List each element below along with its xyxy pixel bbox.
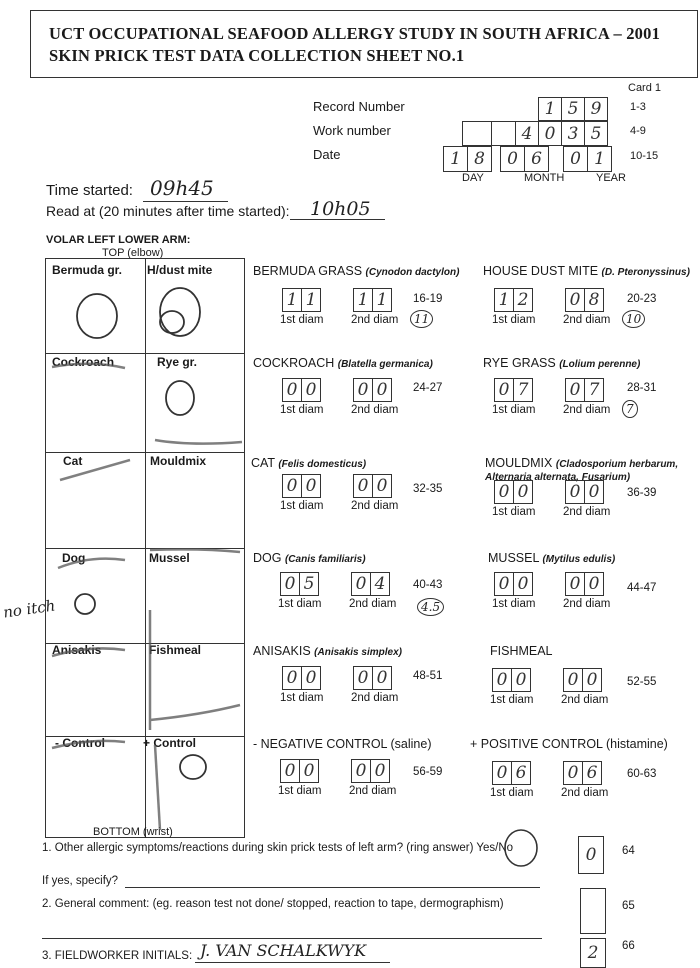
diam1-digit-1[interactable]: 0 [280, 572, 300, 596]
allergen-latin: (Felis domesticus) [278, 459, 367, 470]
field-code: 48-51 [413, 670, 443, 682]
month-label: MONTH [524, 172, 565, 184]
work-digit-5[interactable]: 3 [561, 121, 585, 146]
second-diam-label: 2nd diam [349, 598, 397, 610]
allergen-latin: Alternaria alternata, Fusarium) [485, 472, 631, 483]
field-code: 36-39 [627, 487, 657, 499]
second-diam-label: 2nd diam [351, 692, 399, 704]
allergen-name: FISHMEAL [490, 644, 553, 658]
cell-cockroach: Cockroach [52, 355, 115, 369]
diam2-digit-1[interactable]: 0 [353, 666, 373, 690]
second-diam-label: 2nd diam [563, 506, 611, 518]
allergen-name: - NEGATIVE CONTROL (saline) [253, 737, 432, 751]
first-diam-label: 1st diam [280, 692, 324, 704]
date-digit-2[interactable]: 8 [467, 146, 492, 172]
diam1-digit-2[interactable]: 0 [301, 378, 321, 402]
read-at-value[interactable]: 10h05 [310, 198, 371, 220]
first-diam-label: 1st diam [492, 314, 536, 326]
field-code: 24-27 [413, 382, 443, 394]
work-digit-4[interactable]: 0 [538, 121, 562, 146]
diam2-digit-1[interactable]: 0 [563, 761, 583, 785]
first-diam-label: 1st diam [492, 506, 536, 518]
diam1-digit-2[interactable]: 5 [299, 572, 319, 596]
diam2-digit-2[interactable]: 1 [372, 288, 392, 312]
q3-code: 66 [622, 940, 635, 952]
allergen-name: COCKROACH [253, 356, 335, 370]
work-digit-3[interactable]: 4 [515, 121, 539, 146]
diam1-digit-2[interactable]: 6 [511, 761, 531, 785]
diam1-digit-2[interactable]: 0 [301, 474, 321, 498]
diam2-digit-1[interactable]: 0 [565, 480, 585, 504]
diam2-digit-1[interactable]: 0 [351, 759, 371, 783]
question-1: 1. Other allergic symptoms/reactions during skin prick tests of left arm? (ring answer) Yes/No [42, 842, 514, 854]
year-label: YEAR [596, 172, 626, 184]
field-code: 20-23 [627, 293, 657, 305]
time-started-value[interactable]: 09h45 [150, 176, 214, 200]
handwritten-note: 10 [622, 310, 645, 328]
allergen-latin: (Mytilus edulis) [542, 554, 616, 565]
cell-rye-grass: Rye gr. [157, 355, 198, 369]
allergen-latin: (Anisakis simplex) [314, 647, 402, 658]
card-label: Card 1 [628, 82, 662, 94]
arm-title: VOLAR LEFT LOWER ARM: [46, 234, 191, 246]
diam2-digit-2[interactable]: 8 [584, 288, 604, 312]
second-diam-label: 2nd diam [563, 314, 611, 326]
diam2-digit-2[interactable]: 6 [582, 761, 602, 785]
form-subtitle: SKIN PRICK TEST DATA COLLECTION SHEET NO.1 [49, 46, 465, 65]
diam1-digit-1[interactable]: 0 [494, 572, 514, 596]
diam1-digit-1[interactable]: 0 [492, 761, 512, 785]
diam2-digit-2[interactable]: 0 [370, 759, 390, 783]
first-diam-label: 1st diam [280, 314, 324, 326]
date-digit-6[interactable]: 1 [587, 146, 612, 172]
diam2-digit-1[interactable]: 0 [565, 378, 585, 402]
allergen-name: + POSITIVE CONTROL (histamine) [470, 737, 668, 751]
diam2-digit-1[interactable]: 0 [565, 288, 585, 312]
diam2-digit-1[interactable]: 0 [563, 668, 583, 692]
first-diam-label: 1st diam [490, 694, 534, 706]
time-started-label: Time started: [46, 182, 133, 199]
diam1-digit-2[interactable]: 1 [301, 288, 321, 312]
first-diam-label: 1st diam [278, 785, 322, 797]
arm-bottom-label: BOTTOM (wrist) [93, 826, 173, 838]
second-diam-label: 2nd diam [351, 500, 399, 512]
diam2-digit-2[interactable]: 4 [370, 572, 390, 596]
diam1-digit-1[interactable]: 0 [492, 668, 512, 692]
field-code: 52-55 [627, 676, 657, 688]
second-diam-label: 2nd diam [563, 598, 611, 610]
record-digit-3[interactable]: 9 [584, 97, 608, 121]
record-code: 1-3 [630, 101, 646, 113]
no-itch-note: no itch [2, 596, 57, 622]
first-diam-label: 1st diam [280, 404, 324, 416]
cell-mussel: Mussel [149, 551, 190, 565]
diam1-digit-1[interactable]: 1 [494, 288, 514, 312]
diam1-digit-2[interactable]: 7 [513, 378, 533, 402]
q3-answer-box[interactable]: 2 [580, 938, 606, 968]
diam1-digit-1[interactable]: 0 [282, 378, 302, 402]
allergen-name: MUSSEL [488, 551, 539, 565]
q1-answer-box[interactable]: 0 [578, 836, 604, 874]
work-number-label: Work number [313, 123, 391, 138]
form-title: UCT OCCUPATIONAL SEAFOOD ALLERGY STUDY IN SOUTH AFRICA – 2001 [49, 24, 661, 43]
q2-comment-line[interactable] [42, 938, 542, 939]
handwritten-note: 7 [622, 400, 638, 418]
allergen-latin: (Cynodon dactylon) [365, 267, 460, 278]
diam2-digit-1[interactable]: 0 [351, 572, 371, 596]
work-code: 4-9 [630, 125, 646, 137]
allergen-latin: (Lolium perenne) [559, 359, 641, 370]
diam1-digit-2[interactable]: 2 [513, 288, 533, 312]
q1-specify-line[interactable] [125, 887, 540, 888]
fieldworker-initials[interactable]: J. VAN SCHALKWYK [200, 941, 367, 960]
second-diam-label: 2nd diam [563, 404, 611, 416]
diam1-digit-2[interactable]: 0 [513, 572, 533, 596]
allergen-name: CAT [251, 456, 275, 470]
work-digit-6[interactable]: 5 [584, 121, 608, 146]
diam1-digit-1[interactable]: 0 [282, 474, 302, 498]
cell-mouldmix: Mouldmix [150, 454, 206, 468]
second-diam-label: 2nd diam [349, 785, 397, 797]
q2-code: 65 [622, 900, 635, 912]
diam2-digit-1[interactable]: 1 [353, 288, 373, 312]
read-at-label: Read at (20 minutes after time started): [46, 203, 290, 219]
allergen-name: RYE GRASS [483, 356, 556, 370]
record-number-label: Record Number [313, 99, 405, 114]
cell-house-dust-mite: H/dust mite [147, 263, 213, 277]
diam1-digit-1[interactable]: 1 [282, 288, 302, 312]
q2-answer-box[interactable] [580, 888, 606, 934]
allergen-name: DOG [253, 551, 282, 565]
first-diam-label: 1st diam [490, 787, 534, 799]
cell-fishmeal: Fishmeal [149, 643, 202, 657]
arm-top-label: TOP (elbow) [102, 247, 164, 259]
allergen-latin: (Blatella germanica) [337, 359, 433, 370]
date-code: 10-15 [630, 150, 659, 162]
diam1-digit-1[interactable]: 0 [494, 480, 514, 504]
diam2-digit-2[interactable]: 0 [584, 572, 604, 596]
allergen-name: BERMUDA GRASS [253, 264, 363, 278]
diam1-digit-1[interactable]: 0 [282, 666, 302, 690]
date-digit-1[interactable]: 1 [443, 146, 468, 172]
diam1-digit-2[interactable]: 0 [513, 480, 533, 504]
first-diam-label: 1st diam [278, 598, 322, 610]
handwritten-note: 11 [410, 310, 433, 328]
record-digit-1[interactable]: 1 [538, 97, 562, 121]
date-digit-5[interactable]: 0 [563, 146, 588, 172]
field-code: 60-63 [627, 768, 657, 780]
cell-bermuda: Bermuda gr. [52, 263, 123, 277]
diam2-digit-1[interactable]: 0 [353, 378, 373, 402]
cell-cat: Cat [63, 454, 83, 468]
diam2-digit-2[interactable]: 0 [584, 480, 604, 504]
cell-anisakis: Anisakis [52, 643, 102, 657]
allergen-latin: (Cladosporium herbarum, [555, 459, 679, 470]
q3-line [195, 962, 390, 963]
first-diam-label: 1st diam [492, 404, 536, 416]
question-2: 2. General comment: (eg. reason test not done/ stopped, reaction to tape, dermographism) [42, 898, 504, 910]
field-code: 28-31 [627, 382, 657, 394]
diam1-digit-1[interactable]: 0 [494, 378, 514, 402]
date-digit-3[interactable]: 0 [500, 146, 525, 172]
diam2-digit-2[interactable]: 7 [584, 378, 604, 402]
day-label: DAY [462, 172, 484, 184]
diam2-digit-1[interactable]: 0 [353, 474, 373, 498]
diam1-digit-2[interactable]: 0 [299, 759, 319, 783]
second-diam-label: 2nd diam [351, 404, 399, 416]
diam2-digit-2[interactable]: 0 [372, 378, 392, 402]
diam1-digit-2[interactable]: 0 [301, 666, 321, 690]
second-diam-label: 2nd diam [561, 694, 609, 706]
field-code: 40-43 [413, 579, 443, 591]
field-code: 56-59 [413, 766, 443, 778]
date-label: Date [313, 147, 341, 162]
allergen-name: HOUSE DUST MITE [483, 264, 599, 278]
second-diam-label: 2nd diam [561, 787, 609, 799]
allergen-name: ANISAKIS [253, 644, 311, 658]
cell-positive-control: + Control [143, 736, 196, 750]
record-digit-2[interactable]: 5 [561, 97, 585, 121]
diam2-digit-2[interactable]: 0 [372, 666, 392, 690]
field-code: 16-19 [413, 293, 443, 305]
question-3: 3. FIELDWORKER INITIALS: [42, 950, 193, 962]
first-diam-label: 1st diam [492, 598, 536, 610]
diam1-digit-1[interactable]: 0 [280, 759, 300, 783]
q1-code: 64 [622, 845, 635, 857]
diam2-digit-2[interactable]: 0 [582, 668, 602, 692]
allergen-latin: (D. Pteronyssinus) [601, 267, 690, 278]
diam2-digit-2[interactable]: 0 [372, 474, 392, 498]
allergen-name: MOULDMIX [485, 456, 553, 470]
cell-dog: Dog [62, 551, 86, 565]
diam1-digit-2[interactable]: 0 [511, 668, 531, 692]
date-digit-4[interactable]: 6 [524, 146, 549, 172]
second-diam-label: 2nd diam [351, 314, 399, 326]
field-code: 44-47 [627, 582, 657, 594]
q1-specify-label: If yes, specify? [42, 875, 119, 887]
handwritten-note: 4.5 [417, 598, 444, 616]
field-code: 32-35 [413, 483, 443, 495]
diam2-digit-1[interactable]: 0 [565, 572, 585, 596]
allergen-latin: (Canis familiaris) [284, 554, 366, 565]
cell-negative-control: - Control [55, 736, 105, 750]
first-diam-label: 1st diam [280, 500, 324, 512]
